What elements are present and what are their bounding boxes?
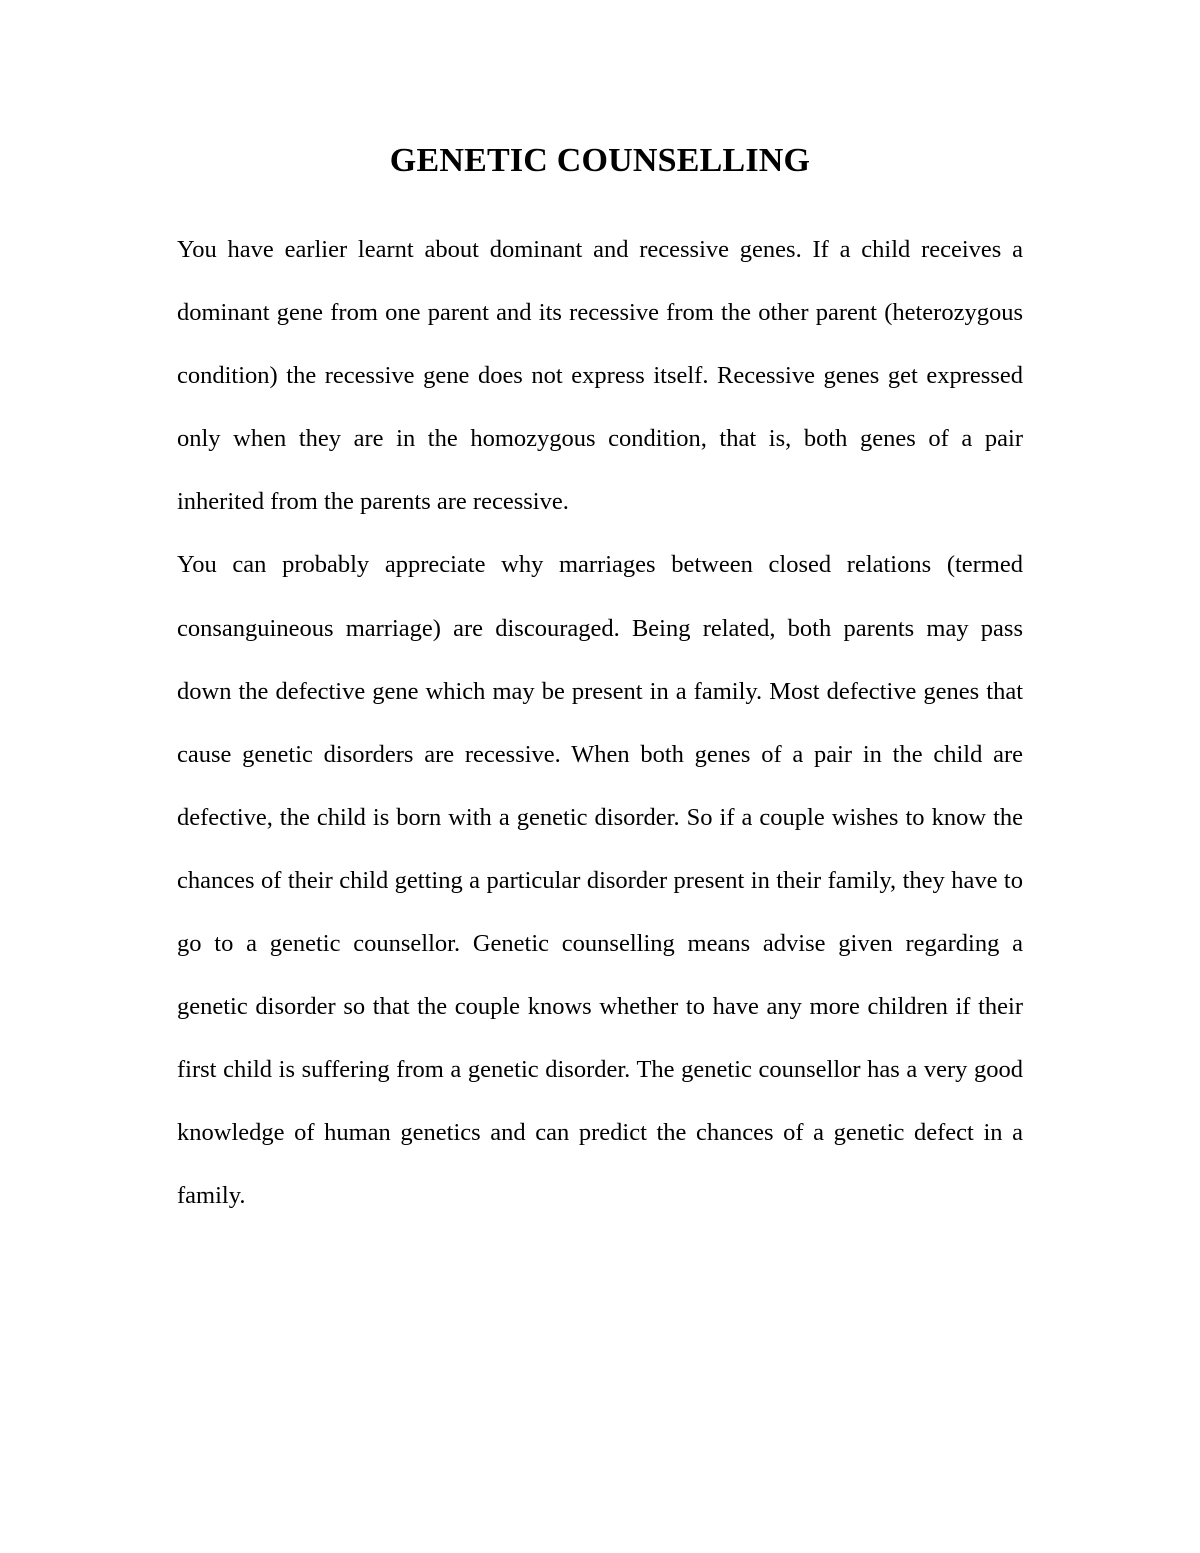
paragraph-genetic-counselling: You can probably appreciate why marriages between closed relations (termed consanguineous marriage) are discouraged. Being related, both parents may pass down the defective gene which may be present in a family. Most defective genes that cause genetic disorders are recessive. When both genes of a pair in the child are defective, the child is born with a genetic disorder. So if a couple wishes to know the chances of their child getting a particular disorder present in their family, they have to go to a genetic counsellor. Genetic counselling means advise given regarding a genetic disorder so that the couple knows whether to have any more children if their first child is suffering from a genetic disorder. The genetic counsellor has a very good knowledge of human genetics and can predict the chances of a genetic defect in a family. (177, 551, 1023, 1210)
document-body (177, 218, 1023, 1228)
paragraph-dominant-recessive-genes: You have earlier learnt about dominant and recessive genes. If a child receives a dominant gene from one parent and its recessive from the other parent (heterozygous condition) the recessive gene does not express itself. Recessive genes get expressed only when they are in the homozygous condition, that is, both genes of a pair inherited from the parents are recessive. (177, 236, 1023, 516)
document-title: GENETIC COUNSELLING (389, 142, 811, 179)
